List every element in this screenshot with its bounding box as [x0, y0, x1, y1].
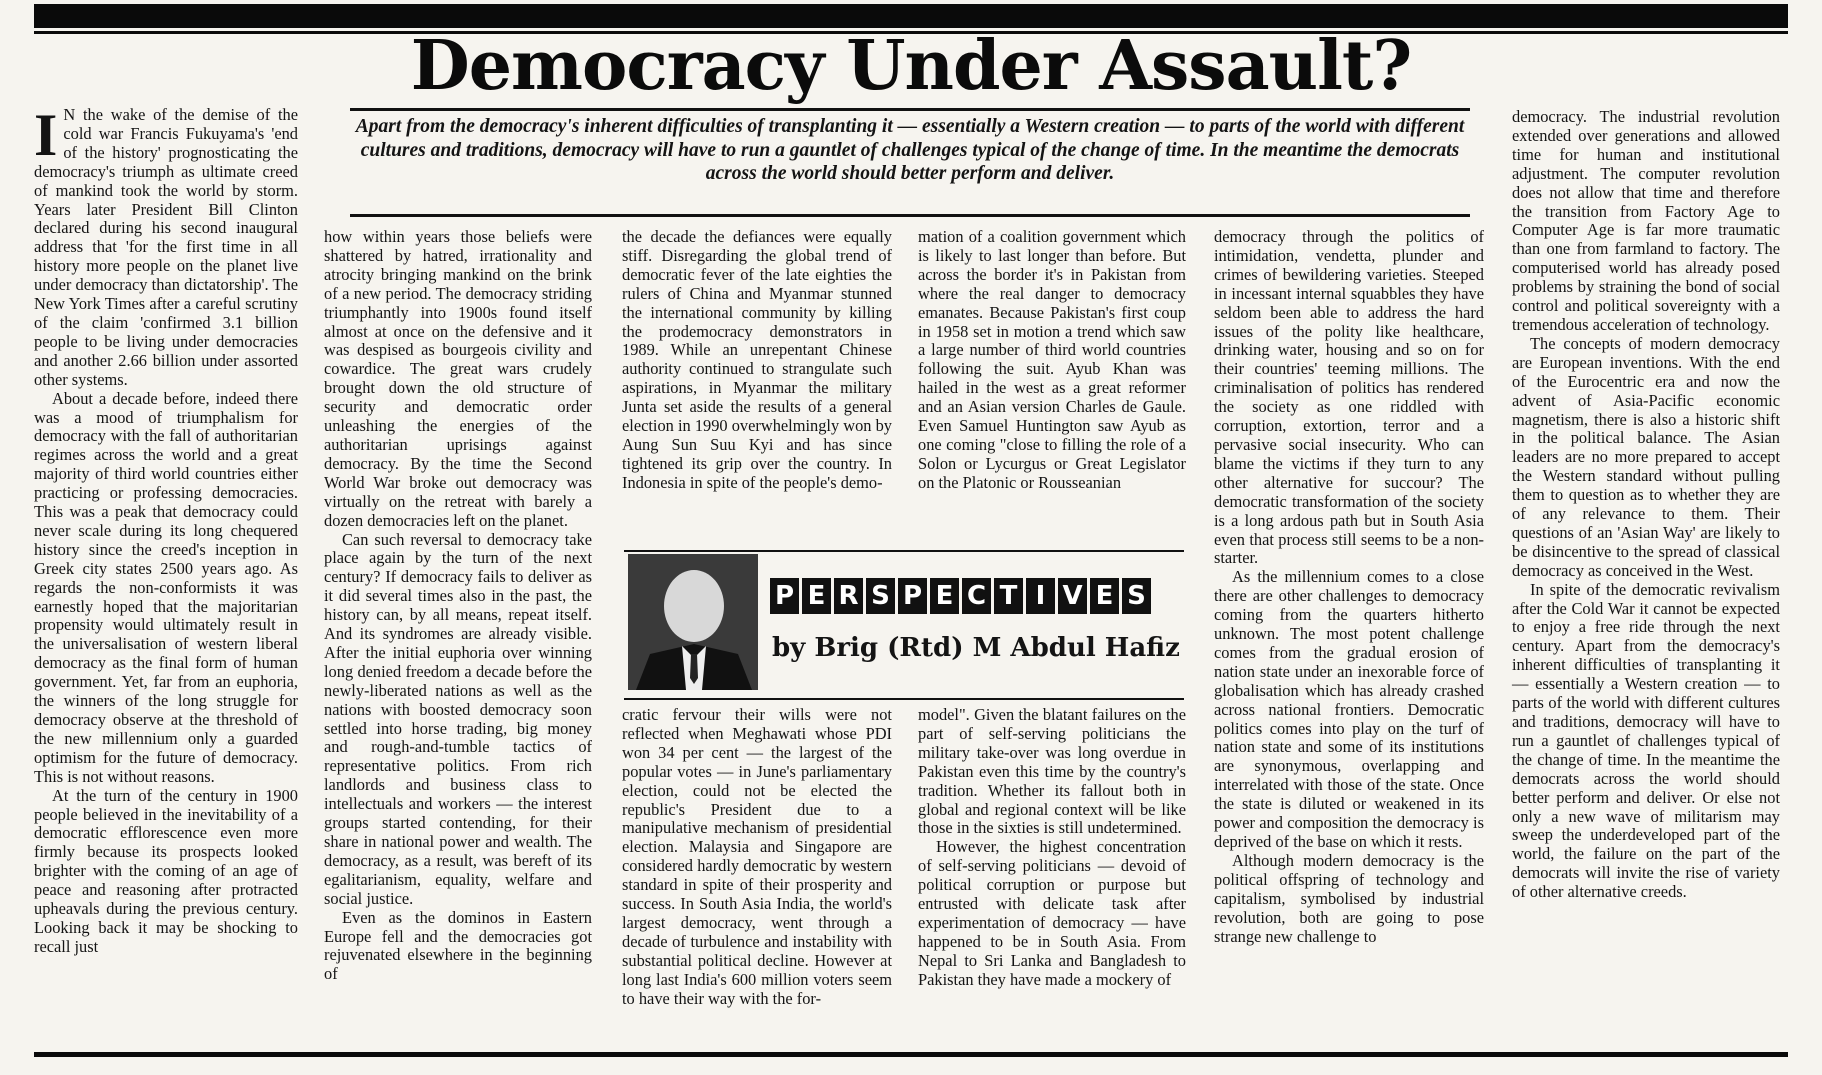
paragraph: In spite of the democratic revivalism after the Cold War it cannot be expected to enjoy a free ride through the next century. Apart from the democracy's inherent difficulties of transplanting it — essentially a Western creation — to parts of the world with different cultures and traditions, democracy will have to run a gauntlet of challenges typical of the change of time. In the meantime the democrats across the world should better perform and deliver. Or else not only a new wave of militarism may sweep the underdeveloped part of the world, the failure on the part of the democrats will invite the rise of variety of other alternative creeds. [1512, 579, 1780, 902]
paragraph: cratic fervour their wills were not reflected when Meghawati whose PDI won 34 per cent — the largest of the popular votes — in June's parliamentary election, could not be elected the republic's President due to a manipulative mechanism of presidential election. Malaysia and Singapore are considered hardly democratic by western standard in spite of their prosperity and success. In South Asia India, the world's largest democracy, went through a decade of turbulence and instability with substantial political decline. However at long last India's 600 million voters seem to have their way with the for- [622, 705, 892, 1008]
article-column-5 [1214, 228, 1484, 946]
drop-cap: I [34, 102, 58, 168]
bottom-rule [34, 1052, 1788, 1057]
article-column-4-upper [918, 228, 1186, 493]
author-portrait-icon [628, 554, 758, 690]
paragraph: Can such reversal to democracy take place again by the turn of the next century? If democracy fails to deliver as it did several times also in the past, the history can, by all means, repeat itself. And its syndromes are already visible. After the initial euphoria over winning long denied freedom a decade before the newly-liberated nations as well as the nations with boosted democracy soon settled into horse trading, big money and rough-and-tumble tactics of representative politics. From rich landlords and business class to intellectuals and workers — the interest groups started contending, for their share in national power and wealth. The democracy, as a result, was bereft of its egalitarianism, equality, welfare and social justice. [324, 529, 592, 908]
paragraph: The concepts of modern democracy are European inventions. With the end of the Eurocentric era and now the advent of Asia-Pacific economic magnetism, there is also a historic shift in the political balance. The Asian leaders are no more prepared to accept the Western standard without pulling them to question as to whether they are of any relevance to them. Their questions of an 'Asian Way' are likely to be disincentive to the spread of classical democracy as conceived in the West. [1512, 333, 1780, 580]
paragraph: N the wake of the demise of the cold war Francis Fukuyama's 'end of the history' prognosticating the democracy's triumph as ultimate creed of mankind took the world by storm. Years later President Bill Clinton declared during his second inaugural address that 'for the first time in all history more people on the planet live under democracy than dictatorship'. The New York Times after a careful scrutiny of the claim 'confirmed 3.1 billion people to be living under democracies and another 2.66 billion under assorted other systems. [34, 105, 298, 389]
column-label-letter: V [1058, 578, 1087, 614]
paragraph: However, the highest concentration of self-serving politicians — devoid of political corruption or purpose but entrusted with delicate task after experimentation of democracy — have happened to be in South Asia. From Nepal to Sri Lanka and Bangladesh to Pakistan they have made a mockery of [918, 837, 1186, 989]
deck-rule-bottom [350, 214, 1470, 217]
deck: Apart from the democracy's inherent difficulties of transplanting it — essentially a Western creation — to parts of the world with different cultures and traditions, democracy will have to run a gauntlet of challenges typical of the change of time. In the meantime the democrats across the world should better perform and deliver. [355, 116, 1465, 184]
deck-rule-top [350, 108, 1470, 111]
paragraph: At the turn of the century in 1900 people believed in the inevitability of a democratic efflorescence even more firmly because its prospects looked brighter with the coming of an age of peace and reasoning after protracted upheavals during the previous century. Looking back it may be shocking to recall just [34, 785, 298, 956]
article-column-6 [1512, 108, 1780, 902]
column-label-letter: I [1026, 578, 1055, 614]
paragraph: As the millennium comes to a close there are other challenges to democracy coming from the quarters hitherto unknown. The most potent challenge comes from the gradual erosion of nation state under an inexorable force of globalisation which has already crashed across national frontiers. Democratic politics comes into play on the turf of nation state and some of its institutions are synonymous, overlapping and interrelated with those of the state. Once the state is diluted or weakened in its power and composition the democracy is deprived of the base on which it rests. [1214, 567, 1484, 851]
byline: by Brig (Rtd) M Abdul Hafiz [772, 633, 1180, 663]
paragraph: model". Given the blatant failures on the part of self-serving politicians the military take-over was long overdue in Pakistan even this time by the country's tradition. Whether its fallout both in global and regional context will be like those in the sixties is still undetermined. [918, 705, 1186, 838]
paragraph: democracy. The industrial revolution extended over generations and allowed time for human and institutional adjustment. The computer revolution does not allow that time and therefore the transition from Factory Age to Computer Age is far more traumatic than one from farmland to factory. The computerised world has already posed problems by straining the bond of social control and political sovereignty with a tremendous acceleration of technology. [1512, 107, 1780, 334]
paragraph: mation of a coalition government which is likely to last longer than before. But across the border it's in Pakistan from where the real danger to democracy emanates. Because Pakistan's first coup in 1958 set in motion a trend which saw a large number of third world countries following the suit. Ayub Khan was hailed in the west as a great reformer and an Asian version Charles de Gaule. Even Samuel Huntington saw Ayub as one coming "close to filling the role of a Solon or Lycurgus or Great Legislator on the Platonic or Rousseanian [918, 227, 1186, 492]
column-label-letter: P [770, 578, 799, 614]
column-label-letter: S [1122, 578, 1151, 614]
column-label-letter: T [994, 578, 1023, 614]
paragraph: Even as the dominos in Eastern Europe fell and the democracies got rejuvenated elsewhere in the beginning of [324, 907, 592, 984]
article-column-1 [34, 102, 298, 957]
article-column-3-lower [622, 706, 892, 1009]
column-label-letter: E [802, 578, 831, 614]
author-photo [628, 554, 758, 690]
column-label-letter: C [962, 578, 991, 614]
paragraph: the decade the defiances were equally stiff. Disregarding the global trend of democratic fever of the late eighties the rulers of China and Myanmar stunned the international community by killing the prodemocracy demonstrators in 1989. While an unrepentant Chinese authority continued to strangulate such aspirations, in Myanmar the military Junta set aside the results of a general election in 1990 overwhelmingly won by Aung Sun Suu Kyi and has since tightened its grip over the country. In Indonesia in spite of the people's demo- [622, 227, 892, 492]
paragraph: democracy through the politics of intimidation, vendetta, plunder and crimes of bewildering varieties. Steeped in incessant internal squabbles they have seldom been able to address the hard issues of the polity like healthcare, drinking water, housing and so on for their countries' teeming millions. The criminalisation of politics has rendered the society as one riddled with corruption, extortion, terror and a pervasive social insecurity. Who can blame the victims if they turn to any other alternative for succour? The democratic transformation of the society is a long ardous path but in South Asia even that process still seems to be a non-starter. [1214, 227, 1484, 568]
column-label [770, 578, 1151, 614]
column-label-letter: E [1090, 578, 1119, 614]
paragraph: how within years those beliefs were shattered by hatred, irrationality and atrocity bringing mankind on the brink of a new period. The democracy striding triumphantly into 1900s found itself almost at once on the defensive and it was despised as bourgeois civility and cowardice. The great wars crudely brought down the old structure of security and democratic order unleashing the energies of the authoritarian uprisings against democracy. By the time the Second World War broke out democracy was virtually on the retreat with barely a dozen democracies left on the planet. [324, 227, 592, 530]
article-column-4-lower [918, 706, 1186, 990]
column-label-letter: S [866, 578, 895, 614]
article-column-3-upper [622, 228, 892, 493]
column-label-letter: R [834, 578, 863, 614]
article-column-2 [324, 228, 592, 984]
column-label-letter: E [930, 578, 959, 614]
paragraph: About a decade before, indeed there was a mood of triumphalism for democracy with the fall of authoritarian regimes across the world and a great majority of third world countries either practicing or professing democracies. This was a peak that democracy could never scale during its long chequered history since the creed's inception in Greek city states 2500 years ago. As regards the non-conformists it was earnestly hoped that the majoritarian propensity would ultimately result in the universalisation of western liberal democracy as the final form of human government. Yet, far from an euphoria, the winners of the long struggle for democracy observe at the threshold of the new millennium only a guarded optimism for the future of democracy. This is not without reasons. [34, 388, 298, 786]
paragraph: Although modern democracy is the political offspring of technology and capitalism, symbolised by industrial revolution, both are going to pose strange new challenge to [1214, 850, 1484, 946]
column-label-letter: P [898, 578, 927, 614]
headline: Democracy Under Assault? [410, 26, 1412, 106]
